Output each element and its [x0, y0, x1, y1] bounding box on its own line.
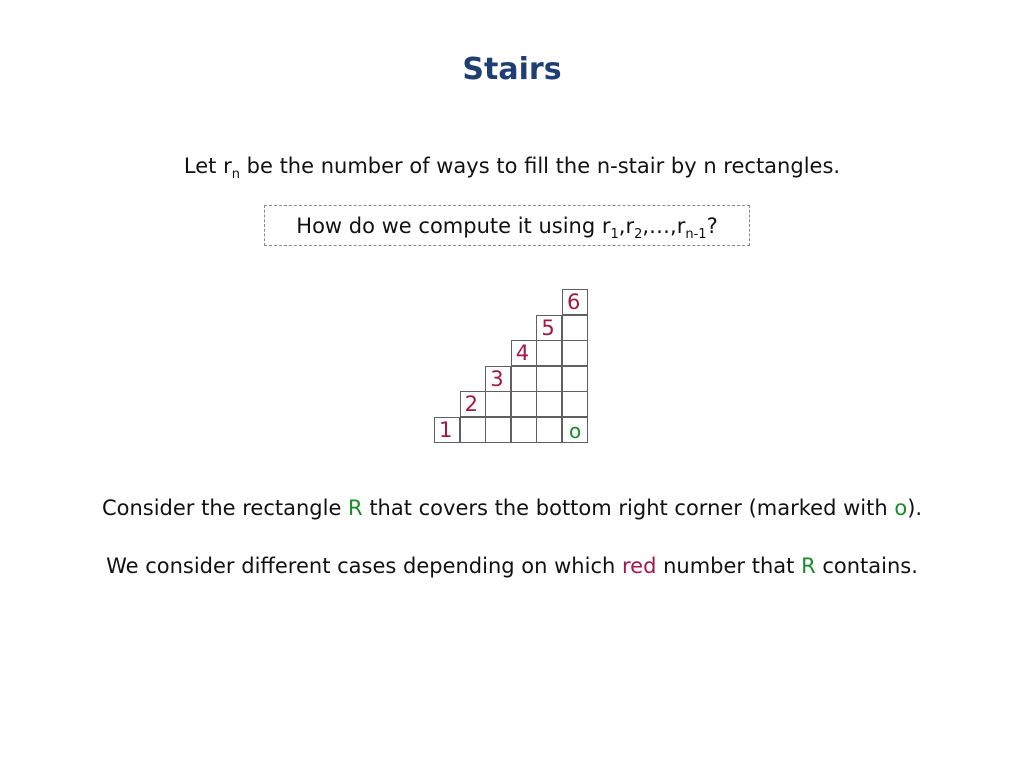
cases-pre: We consider different cases depending on which	[106, 554, 622, 578]
stair-cell	[485, 417, 511, 443]
stair-cell	[562, 366, 588, 392]
consider-pre: Consider the rectangle	[101, 496, 349, 520]
question-sep-1: ,r	[618, 214, 635, 238]
stair-cell	[485, 391, 511, 417]
stair-cell	[562, 315, 588, 341]
consider-sentence	[0, 496, 1024, 520]
stair-cell	[460, 391, 486, 417]
cases-end: contains.	[815, 554, 918, 578]
stair-label-1: 1	[439, 418, 453, 442]
intro-pre: Let r	[183, 154, 232, 178]
stair-cell	[562, 391, 588, 417]
stair-cell	[536, 391, 562, 417]
stair-cell	[536, 366, 562, 392]
intro-sentence	[0, 154, 1024, 182]
stair-cell	[536, 315, 562, 341]
stair-label-2: 2	[464, 392, 478, 417]
stair-cell	[485, 366, 511, 392]
slide-title: Stairs	[462, 52, 562, 87]
question-text: How do we compute it using r	[296, 214, 611, 238]
stair-cell	[536, 340, 562, 366]
stair-label-5: 5	[541, 315, 555, 340]
cases-sentence	[0, 554, 1024, 578]
stair-cell	[511, 340, 537, 366]
corner-mark: o	[569, 419, 582, 443]
stair-cell	[536, 417, 562, 443]
stair-cell	[562, 417, 588, 443]
intro-post: be the number of ways to fill the n-stair by n rectangles.	[239, 154, 841, 178]
question-sep-2: ,…,r	[642, 214, 686, 238]
stair-label-6: 6	[567, 290, 581, 314]
stair-cell	[460, 417, 486, 443]
stair-cell	[562, 289, 588, 315]
stair-label-3: 3	[490, 366, 504, 391]
question-sub-2: 2	[634, 227, 643, 242]
stair-diagram	[434, 289, 590, 445]
consider-end: ).	[907, 496, 923, 520]
word-red: red	[621, 554, 657, 578]
intro-subscript: n	[231, 167, 240, 182]
corner-mark-o: o	[894, 496, 908, 520]
rectangle-R: R	[348, 496, 363, 520]
consider-mid: that covers the bottom right corner (marked with	[362, 496, 895, 520]
question-box	[264, 205, 750, 246]
question-sub-3: n-1	[685, 227, 707, 242]
stair-label-4: 4	[515, 341, 530, 366]
stair-cell	[562, 340, 588, 366]
stair-cell	[511, 391, 537, 417]
stair-cell	[434, 417, 460, 443]
rectangle-R-2: R	[801, 554, 816, 578]
stair-cell	[511, 366, 537, 392]
stair-cell	[511, 417, 537, 443]
question-end: ?	[706, 214, 718, 238]
cases-mid: number that	[656, 554, 802, 578]
question-sub-1: 1	[610, 227, 619, 242]
